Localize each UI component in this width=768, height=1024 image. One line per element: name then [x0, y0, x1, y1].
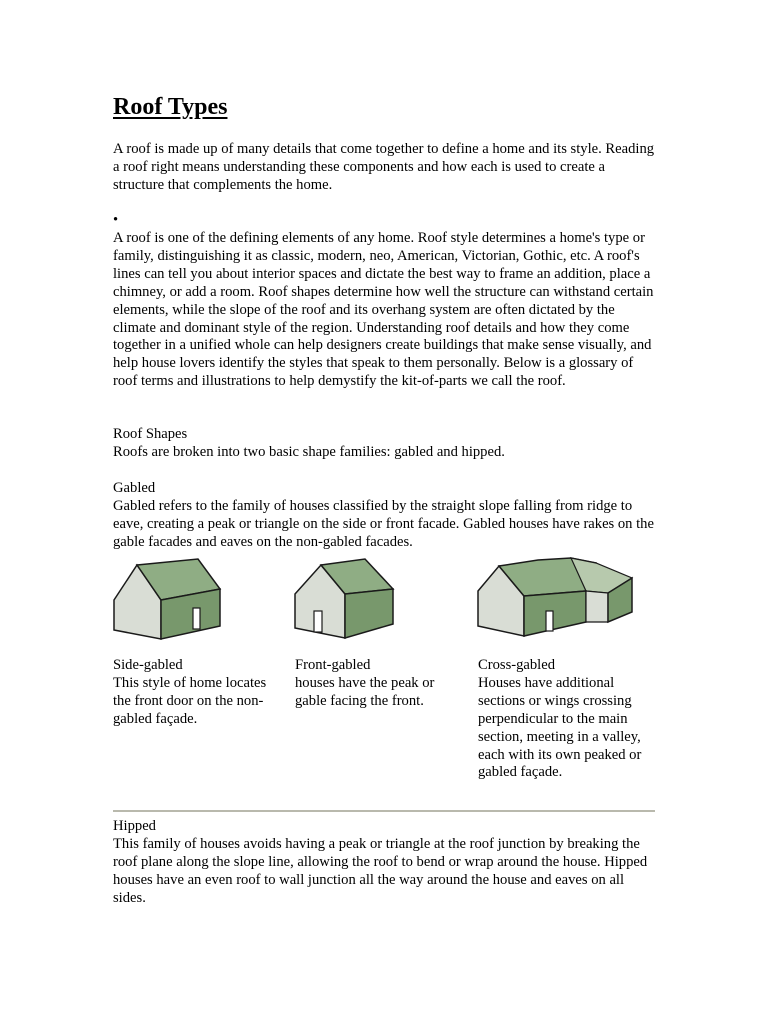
- roof-shapes-text: Roofs are broken into two basic shape families: gabled and hipped.: [113, 443, 505, 460]
- hipped-heading: Hipped: [113, 818, 156, 834]
- side-gabled-description: This style of home locates the front door on the non-gabled façade.: [113, 674, 267, 727]
- hipped-section: [113, 818, 658, 908]
- gabled-text: Gabled refers to the family of houses classified by the straight slope falling from ridge to eave, creating a peak or triangle on the side or front facade. Gabled houses have rakes on the gable facades and eaves on the non-gabled facades.: [113, 497, 654, 550]
- side-gabled-name: Side-gabled: [113, 657, 183, 673]
- section-divider: [113, 810, 655, 812]
- bullet-marker: •: [113, 212, 119, 228]
- front-gabled-description: houses have the peak or gable facing the front.: [295, 674, 435, 709]
- cross-gabled-house-illustration: [476, 556, 636, 642]
- roof-overview-paragraph: A roof is one of the defining elements of any home. Roof style determines a home's type or family, distinguishing it as classic, modern, neo, American, Victorian, Gothic, etc. A roof's lines can tell you about interior spaces and dictate the best way to frame an addition, place a chimney, or add a room. Roof shapes determine how well the structure can withstand certain elements, while the slope of the roof and its overhang system are often dictated by the climate and dominant style of the region. Understanding roof details and how they come together in a unified whole can help designers create buildings that make sense visually, and help house lovers identify the styles that speak to them personally. Below is a glossary of roof terms and illustrations to help demystify the kit-of-parts we call the roof.: [113, 230, 654, 390]
- front-gabled-caption: [295, 657, 455, 711]
- intro-paragraph: A roof is made up of many details that come together to define a home and its style. Reading a roof right means understanding these components and how each is used to create a structure that complements the home.: [113, 141, 655, 193]
- gabled-heading: Gabled: [113, 480, 156, 496]
- cross-gabled-description: Houses have additional sections or wings crossing perpendicular to the main section, meeting in a valley, each with its own peaked or gabled façade.: [478, 674, 642, 781]
- roof-shapes-section: [113, 426, 658, 462]
- front-gabled-house-illustration: [293, 556, 403, 642]
- roof-shapes-heading: Roof Shapes: [113, 426, 188, 442]
- gabled-illustrations: [113, 556, 658, 646]
- cross-gabled-caption: [478, 657, 658, 782]
- hipped-text: This family of houses avoids having a peak or triangle at the roof junction by breaking the roof plane along the slope line, allowing the roof to bend or wrap around the house. Hipped houses have an even roof to wall junction all the way around the house and eaves on all sides.: [113, 835, 648, 906]
- side-gabled-caption: [113, 657, 283, 729]
- front-gabled-name: Front-gabled: [295, 657, 371, 673]
- gabled-section: [113, 480, 658, 552]
- page-title: Roof Types: [113, 94, 228, 120]
- side-gabled-house-illustration: [113, 556, 223, 642]
- cross-gabled-name: Cross-gabled: [478, 657, 556, 673]
